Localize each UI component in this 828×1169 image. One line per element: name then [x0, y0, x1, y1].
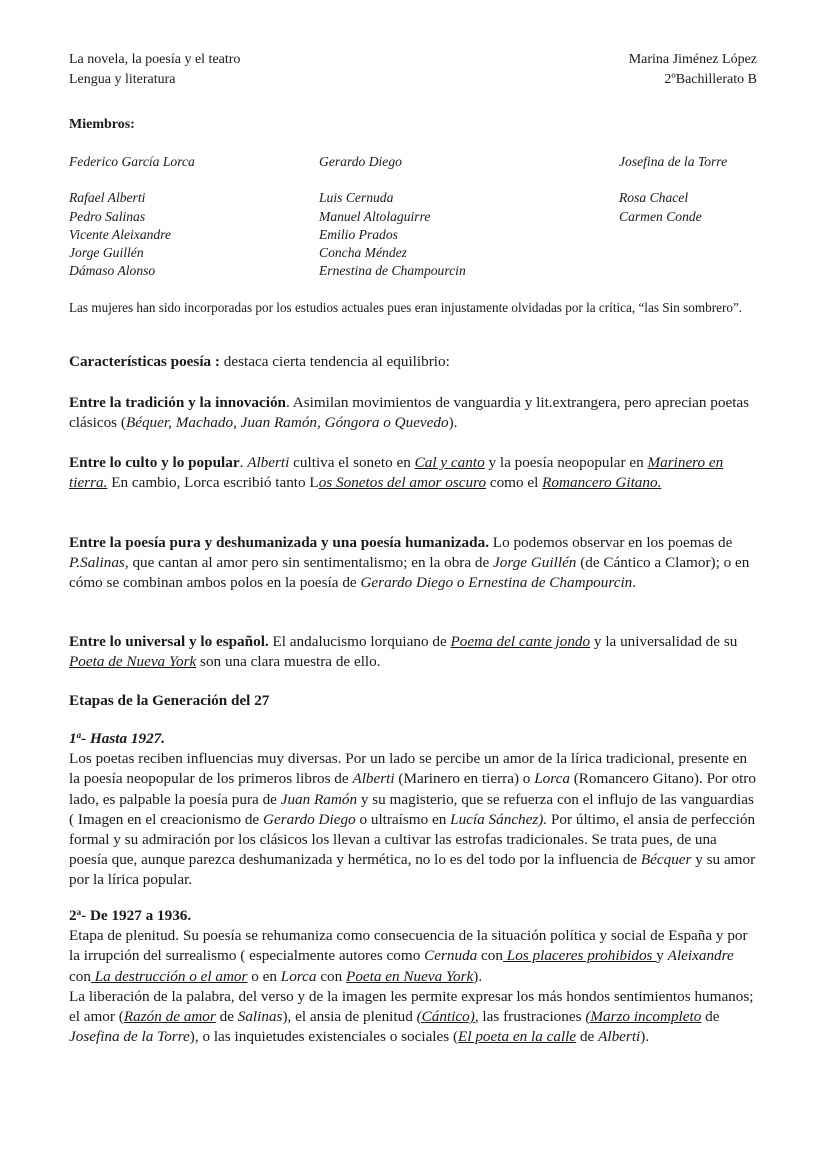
work-title: Romancero Gitano.	[542, 474, 662, 492]
member-name: Vicente Aleixandre	[69, 226, 172, 242]
text: ).	[448, 414, 458, 432]
paragraph-heading: Entre lo culto y lo popular	[69, 454, 240, 471]
italic-text: Juan Ramón	[280, 790, 358, 808]
member-name: Manuel Altolaguirre	[319, 208, 431, 224]
class-group: 2ºBachillerato B	[664, 72, 757, 87]
etapa-1-body	[69, 749, 759, 890]
italic-text: Lucía Sánchez).	[450, 810, 548, 828]
header-right	[629, 50, 757, 90]
members-column-3	[619, 153, 727, 226]
italic-text: Lorca	[534, 770, 570, 788]
text: con	[477, 947, 503, 965]
text: La liberación de la palabra, del verso y de la imagen les permite expresar los más hondos sentimientos humanos; el amor (	[69, 987, 754, 1026]
text: de	[215, 1008, 238, 1026]
italic-text: Salinas	[237, 1008, 283, 1026]
stage-number: 2	[69, 907, 77, 924]
paragraph-heading: Entre lo universal y lo español.	[69, 633, 269, 650]
paragraph-pura	[69, 533, 759, 594]
stage-heading: - De 1927 a 1936.	[81, 907, 192, 924]
paragraph-universal	[69, 632, 759, 672]
author-name: Marina Jiménez López	[628, 52, 757, 67]
text: de	[576, 1028, 599, 1046]
text: o ultraísmo en	[355, 810, 451, 828]
characteristics-title: Características poesía :	[69, 353, 220, 370]
italic-text: Josefina de la Torre	[69, 1028, 190, 1046]
work-title: El poeta en la calle	[458, 1028, 577, 1046]
stage-number: 1	[69, 730, 77, 747]
italic-text: Aleixandre	[667, 947, 734, 965]
text: . Asimilan movimientos de vanguardia y lit.extrangera, pero aprecian poetas clásicos (	[69, 394, 750, 432]
member-name: Josefina de la Torre	[619, 154, 728, 169]
member-name: Emilio Prados	[319, 226, 398, 242]
member-name: Ernestina de Champourcin	[319, 263, 466, 279]
etapa-2-body	[69, 926, 759, 987]
text: y	[656, 947, 668, 965]
ordinal-superscript: a	[76, 907, 82, 917]
etapa-1-heading	[69, 725, 759, 749]
italic-text: Jorge Guillén	[493, 554, 577, 572]
paragraph-culto	[69, 453, 759, 493]
text: y la poesía neopopular en	[484, 454, 648, 471]
member-name: Carmen Conde	[619, 208, 702, 224]
text: y la universalidad de su	[590, 633, 738, 650]
work-title: Cal y canto	[414, 454, 485, 471]
work-title: La destrucción o el amor	[90, 967, 248, 985]
work-title: Los placeres prohibidos	[502, 947, 657, 965]
members-title: Miembros:	[69, 117, 135, 132]
text: , las frustraciones	[474, 1008, 586, 1026]
text: ).	[473, 967, 483, 985]
text: En cambio, Lorca escribió tanto L	[107, 474, 319, 492]
work-title: (Cántico)	[416, 1008, 475, 1026]
member-name: Gerardo Diego	[319, 154, 402, 169]
members-note: Las mujeres han sido incorporadas por los estudios actuales pues eran injustamente olvidadas por la crítica, “las Sin sombrero”.	[69, 300, 743, 315]
work-title: (Marzo incompleto	[585, 1008, 702, 1026]
member-name: Pedro Salinas	[69, 208, 146, 224]
text: cultiva el soneto en	[289, 454, 415, 471]
italic-text: Alberti	[247, 454, 290, 471]
italic-text: Lorca	[280, 967, 317, 985]
paragraph-heading: Entre la poesía pura y deshumanizada y una poesía humanizada.	[69, 534, 489, 551]
etapa-2-heading	[69, 902, 759, 926]
members-list	[69, 153, 759, 283]
text: .	[239, 454, 248, 471]
italic-text: Alberti	[352, 770, 395, 788]
italic-text: Cernuda	[424, 947, 478, 965]
text: y su amor por la lírica popular.	[69, 851, 756, 889]
member-name: Jorge Guillén	[69, 245, 144, 261]
work-title: Marinero en tierra.	[69, 454, 724, 492]
subject: Lengua y literatura	[69, 72, 176, 87]
member-name: Rafael Alberti	[69, 190, 146, 206]
member-name: Luis Cernuda	[319, 190, 394, 206]
text: .	[632, 574, 637, 592]
member-name: Federico García Lorca	[69, 154, 195, 169]
section-heading: Etapas de la Generación del 27	[69, 692, 270, 709]
text: como el	[486, 474, 543, 492]
text: o en	[247, 967, 281, 985]
text: ), o las inquietudes existenciales o sociales (	[189, 1028, 459, 1046]
text: con	[316, 967, 347, 985]
characteristics-intro-text: destaca cierta tendencia al equilibrio:	[220, 353, 450, 370]
header-left	[69, 50, 240, 90]
text: con	[69, 967, 91, 985]
stage-heading: - Hasta 1927.	[81, 730, 166, 747]
members-column-1	[69, 153, 195, 281]
member-name: Rosa Chacel	[619, 190, 689, 206]
member-name: Concha Méndez	[319, 245, 407, 261]
text: Por último, el ansia de perfección formal y su admiración por los clásicos los llevan a cultivar las estrofas tradicionales. Se trata pues, de una poesía que, aunque parezca deshumanizada y hermética, no lo es del todo por la influencia de	[69, 810, 756, 869]
italic-text: Gerardo Diego o Ernestina de Champourcin	[360, 574, 633, 592]
italic-text: Gerardo Diego	[262, 810, 356, 828]
ordinal-superscript: a	[76, 730, 82, 740]
members-column-2	[319, 153, 466, 281]
text: (de Cántico a Clamor); o en cómo se combinan ambos polos en la poesía de	[69, 554, 750, 592]
text: Los poetas reciben influencias muy diversas. Por un lado se percibe un amor de la lírica tradicional, presente en la poesía neopopular de los primeros libros de	[69, 750, 748, 788]
work-title: os Sonetos del amor oscuro	[318, 474, 487, 492]
work-title: Razón de amor	[123, 1008, 216, 1026]
characteristics-intro	[69, 352, 759, 372]
etapas-title	[69, 691, 759, 711]
italic-text: Bécquer	[640, 851, 692, 869]
text: ), el ansia de plenitud	[282, 1008, 417, 1026]
text: Etapa de plenitud. Su poesía se rehumaniza como consecuencia de la situación política y social de España y por la irrupción del surrealismo ( especialmente autores como	[69, 927, 748, 965]
course-title: La novela, la poesía y el teatro	[69, 52, 241, 67]
etapa-2	[69, 902, 759, 1047]
text: El andalucismo lorquiano de	[268, 633, 451, 650]
etapa-2-body-2	[69, 987, 759, 1048]
italic-text: Alberti	[598, 1028, 641, 1046]
member-name: Dámaso Alonso	[69, 263, 156, 279]
paragraph-tradicion	[69, 393, 759, 433]
italic-text: P.Salinas	[69, 554, 125, 572]
work-title: Poema del cante jondo	[450, 633, 591, 650]
text: son una clara muestra de ello.	[196, 653, 381, 671]
paragraph-heading: Entre la tradición y la innovación	[69, 394, 287, 411]
text: , que cantan al amor pero sin sentimentalismo; en la obra de	[124, 554, 494, 572]
text: Lo podemos observar en los poemas de	[489, 534, 733, 551]
text: (Marinero en tierra) o	[394, 770, 535, 788]
work-title: Poeta en Nueva York	[346, 967, 474, 985]
text: de	[701, 1008, 720, 1026]
work-title: Poeta de Nueva York	[69, 653, 197, 671]
etapa-1	[69, 725, 759, 891]
text: (Romancero Gitano). Por otro lado, es palpable la poesía pura de	[69, 770, 756, 808]
text: y su magisterio, que se refuerza con el influjo de las vanguardias ( Imagen en el creacionismo de	[69, 790, 754, 828]
italic-text: Béquer, Machado, Juan Ramón, Góngora o Quevedo	[125, 414, 449, 432]
text: ).	[640, 1028, 650, 1046]
